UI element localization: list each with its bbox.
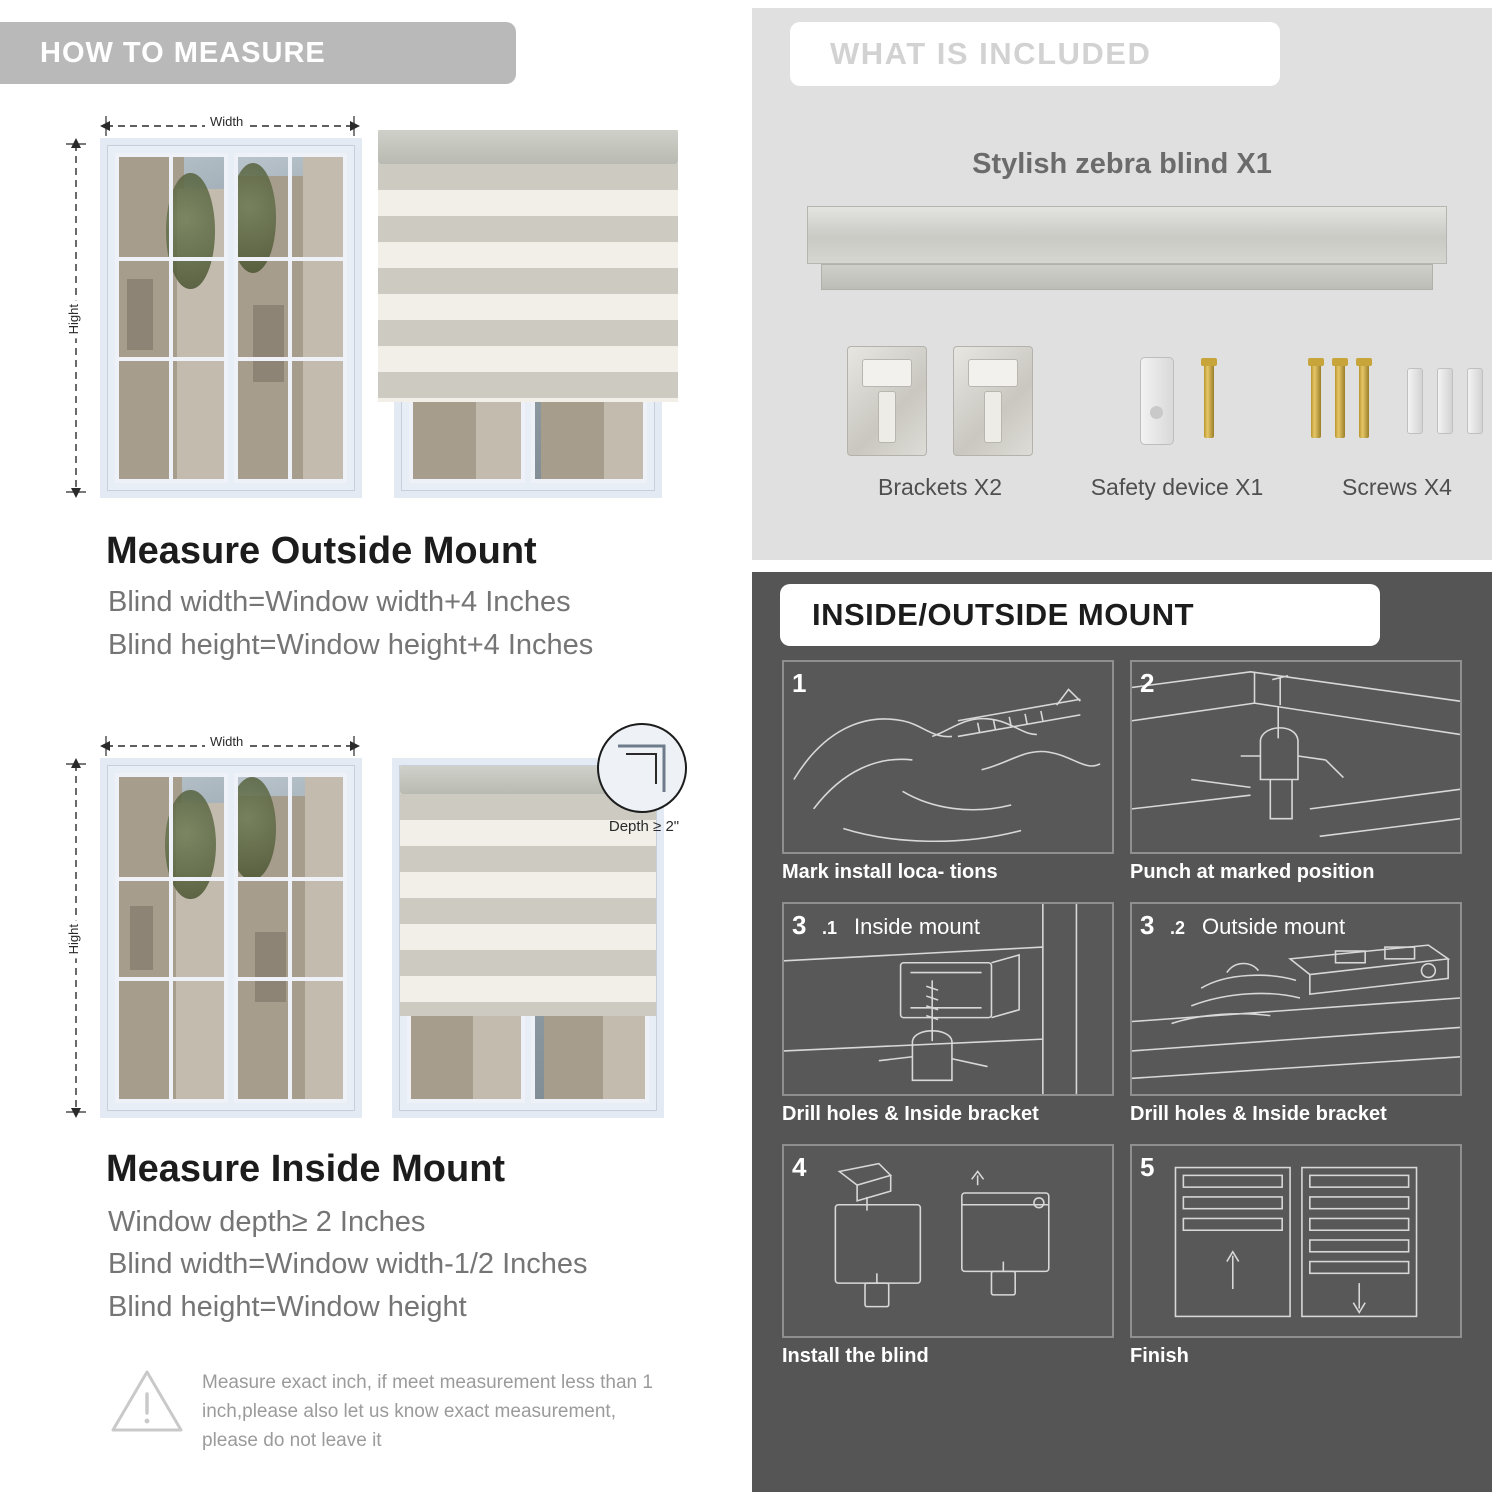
step-4-image [782,1144,1114,1338]
step-3-1-number: 3 [792,910,807,940]
what-is-included-tag: WHAT IS INCLUDED [790,22,1280,86]
window-pane-left [115,153,228,483]
part-label-screws: Screws X4 [1342,474,1452,500]
bracket-icon [953,346,1033,456]
step-2-caption: Punch at marked position [1130,861,1375,883]
inside-height-label: Hight [66,920,81,958]
step-3-1-inline-label: Inside mount [854,914,980,939]
warning-text: Measure exact inch, if meet measurement less than 1 inch,please also let us know exact measurement, please do not leave it [202,1372,653,1451]
inside-mount-heading: Measure Inside Mount [106,1148,506,1190]
inside-line-2: Blind width=Window width-1/2 Inches [108,1248,588,1280]
inside-outside-mount-tag: INSIDE/OUTSIDE MOUNT [780,584,1380,646]
step-3-1-image [782,902,1114,1096]
inside-line-1: Window depth≥ 2 Inches [108,1206,426,1238]
how-to-measure-column [0,0,742,1500]
inside-window-graphic [100,758,362,1118]
outside-line-2: Blind height=Window height+4 Inches [108,629,594,661]
step-4-caption: Install the blind [782,1345,929,1367]
step-2-line-art [1132,662,1460,852]
warning-triangle-icon [110,1368,184,1434]
step-5-caption: Finish [1130,1345,1189,1367]
step-3-2-number: 3 [1140,910,1155,940]
part-label-safety: Safety device X1 [1090,474,1264,500]
step-2-image [1130,660,1462,854]
outside-mount-heading: Measure Outside Mount [106,530,537,572]
included-product-title: Stylish zebra blind X1 [972,148,1272,180]
step-4-number: 4 [792,1152,807,1182]
outside-window-graphic [100,138,362,498]
step-2-number: 2 [1140,668,1155,698]
part-screws [1292,346,1500,526]
window-pane-right [234,153,347,483]
screw-icon [1311,364,1321,438]
outside-blind-graphic [378,130,678,498]
wall-anchor-icon [1437,368,1453,434]
step-3-1-caption: Drill holes & Inside bracket [782,1103,1039,1125]
wall-anchor-icon [1467,368,1483,434]
step-1-number: 1 [792,668,807,698]
install-steps-grid [782,660,1462,1368]
step-3-1-sub: .1 [822,918,838,938]
screw-icon [1204,364,1214,438]
wall-anchor-icon [1407,368,1423,434]
inside-line-3: Blind height=Window height [108,1291,467,1323]
step-5-image [1130,1144,1462,1338]
step-1-image [782,660,1114,854]
inside-outside-mount-panel [752,572,1492,1492]
step-3-2-sub: .2 [1170,918,1186,938]
safety-device-icon [1140,357,1174,445]
inside-window-pane-right [234,773,347,1103]
depth-callout-circle [596,722,688,814]
install-step-1 [782,660,1114,884]
screw-icon [1359,364,1369,438]
measurement-warning [110,1368,670,1455]
install-step-3-1 [782,902,1114,1126]
step-5-line-art [1132,1146,1460,1336]
step-5-number: 5 [1140,1152,1155,1182]
step-3-2-image [1130,902,1462,1096]
included-parts-row [752,346,1492,546]
outside-line-1: Blind width=Window width+4 Inches [108,586,571,618]
how-to-measure-tag: HOW TO MEASURE [0,22,516,84]
outside-mount-shade [378,130,678,402]
what-is-included-panel [752,8,1492,560]
part-safety-device [1052,346,1302,526]
outside-width-label: Width [205,114,248,129]
step-1-caption: Mark install loca- tions [782,861,998,883]
screw-icon [1335,364,1345,438]
step-4-line-art [784,1146,1112,1336]
step-1-line-art [784,662,1112,852]
depth-note-label: Depth ≥ 2" [608,818,680,835]
part-brackets [810,346,1070,526]
zebra-blind-product-image [807,206,1447,296]
inside-window-pane-left [115,773,228,1103]
step-3-2-inline-label: Outside mount [1202,914,1346,939]
bracket-icon [847,346,927,456]
outside-height-label: Hight [66,300,81,338]
install-step-4 [782,1144,1114,1368]
install-step-2 [1130,660,1462,884]
step-3-2-caption: Drill holes & Inside bracket [1130,1103,1387,1125]
part-label-brackets: Brackets X2 [878,474,1002,500]
inside-width-label: Width [205,734,248,749]
install-step-3-2 [1130,902,1462,1126]
right-column [742,0,1500,1500]
install-step-5 [1130,1144,1462,1368]
